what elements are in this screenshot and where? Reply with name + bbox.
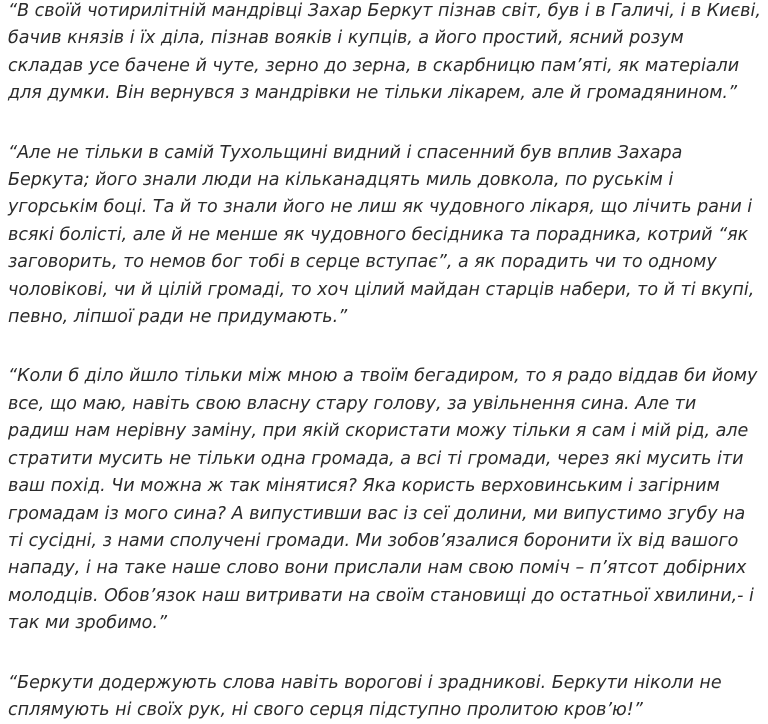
quote-paragraph-1: “В своїй чотирилітній мандрівці Захар Беркут пізнав світ, був і в Галичі, і в Києві, бачив князів і їх діла, пізнав вояків і купців, а його простий, ясний розум складав усе бачене й чуте, зерно до зерна, в скарбницю пам’яті, як матеріали для думки. Він вернувся з мандрівки не тільки лікарем, але й громадянином.”	[8, 1, 761, 104]
quote-paragraph-4: “Беркути додержують слова навіть ворогові і зрадникові. Беркути ніколи не сплямують ні своїх рук, ні свого серця підступно пролитою кров’ю!”	[8, 672, 722, 720]
quote-paragraph-2: “Але не тільки в самій Тухольщині видний і спасенний був вплив Захара Беркута; його знали люди на кільканадцять миль довкола, по руськім і угорськім боці. Та й то знали його не лиш як чудовного лікаря, що лічить рани і всякі болісті, але й не менше як чудовного бесідника та порадника, котрий “як заговорить, то немов бог тобі в серце вступає”, а як порадить чи то одному чоловікові, чи й цілій громаді, то хоч цілий майдан старців набери, то й ті вкупі, певно, ліпшої ради не придумають.”	[8, 142, 755, 328]
quote-paragraph-3: “Коли б діло йшло тільки між мною а твоїм бегадиром, то я радо віддав би йому все, що маю, навіть свою власну стару голову, за увільнення сина. Але ти радиш нам нерівну заміну, при якій скористати можу тільки я сам і мій рід, але стратити мусить не тільки одна громада, а всі ті громади, через які мусить іти ваш похід. Чи можна ж так мінятися? Яка користь верховинським і загірним громадам із мого сина? А випустивши вас із сеї долини, ми випустимо згубу на ті сусідні, з нами сполучені громади. Ми зобов’язалися боронити їх від вашого нападу, і на таке наше слово вони прислали нам свою поміч – п’ятсот добірних молодців. Обов’язок наш витривати на своїм становищі до остатньої хвилини,- і так ми зробимо.”	[8, 366, 758, 634]
quotes-document	[8, 0, 762, 724]
